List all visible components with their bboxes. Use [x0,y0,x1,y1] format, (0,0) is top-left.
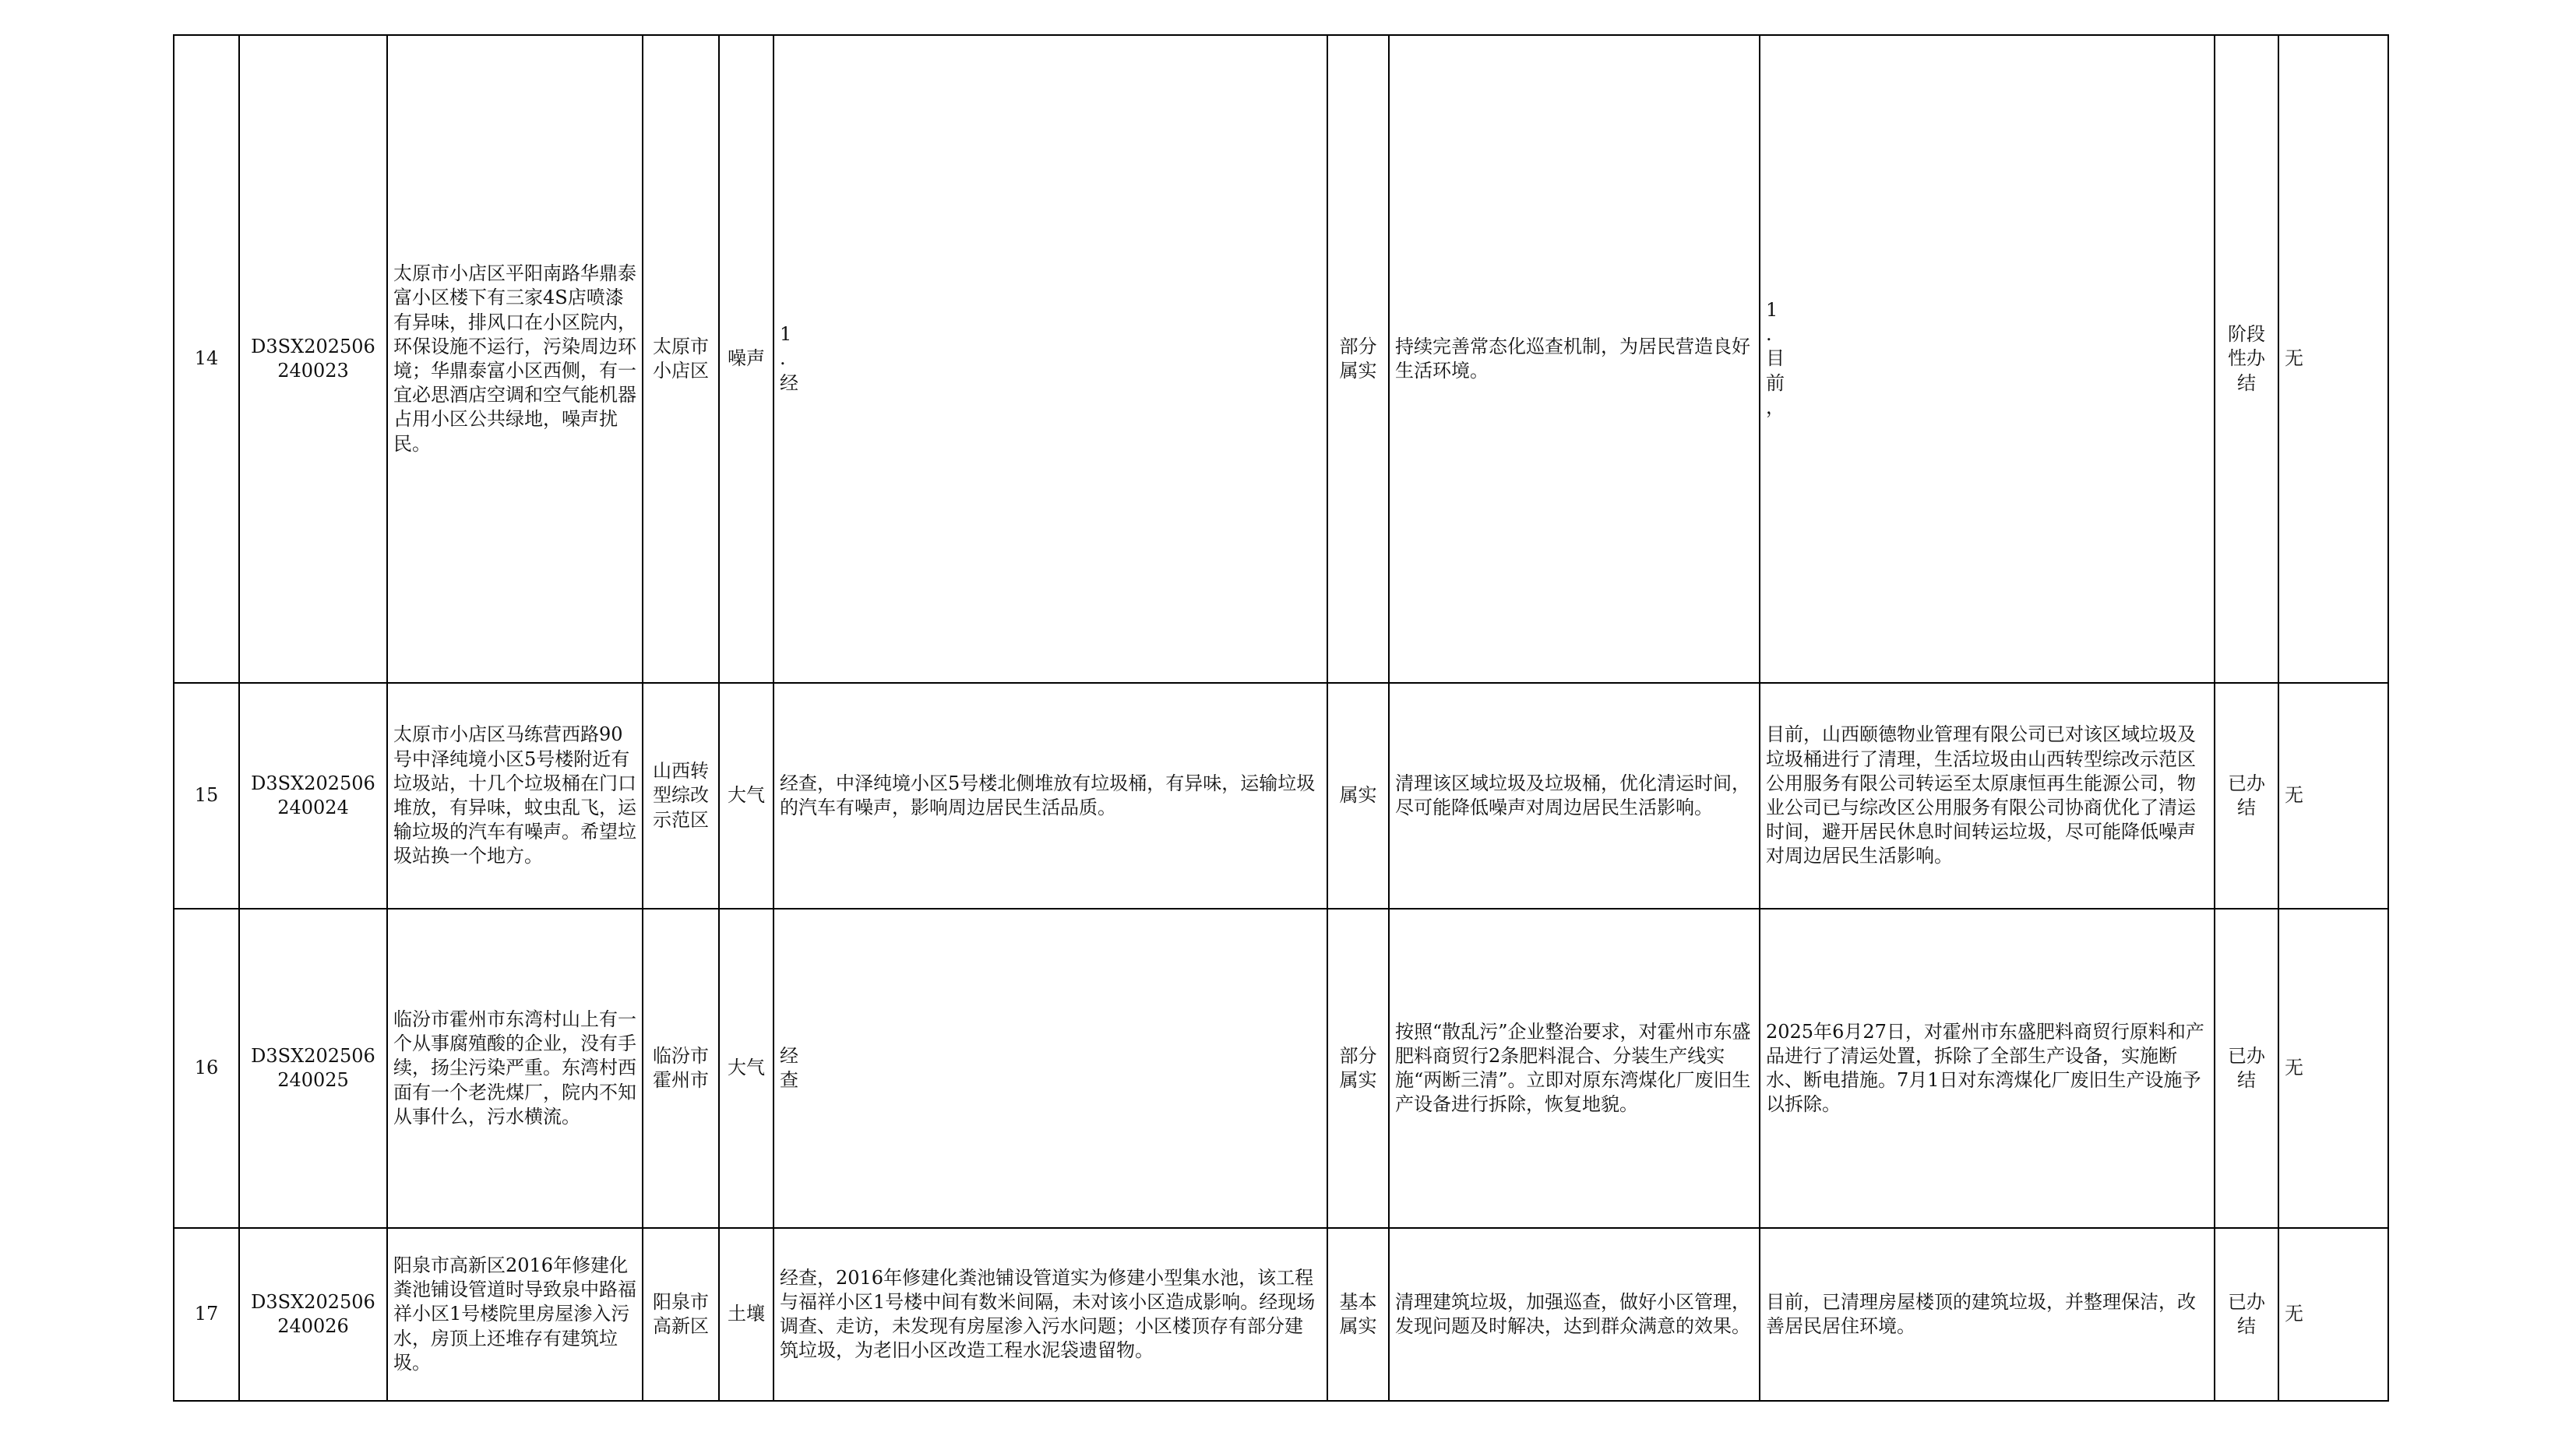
pollution-type-text: 土壤 [728,1303,765,1325]
accountability [2278,1228,2388,1401]
case-table [173,34,2389,1402]
pollution-type-text: 大气 [728,784,765,807]
investigation-result [774,35,1327,683]
verification-result [1327,683,1389,909]
rectification-progress-text: 前 [1766,371,1785,394]
completion-status [2215,35,2278,683]
administrative-area-text: 太原市小店区 [653,335,709,382]
accountability-text: 无 [2285,347,2303,370]
completion-status-text: 已办结 [2228,772,2265,818]
rectification-progress-text: 1 [1766,298,1778,321]
case-code-text: D3SX202506240024 [251,772,375,818]
case-code [239,683,387,909]
verification-result-text: 部分属实 [1339,335,1377,382]
handling-opinion [1389,1228,1760,1401]
pollution-type [719,683,774,909]
administrative-area-text: 阳泉市高新区 [653,1290,709,1337]
rectification-progress-text: ， [1766,396,1785,418]
handling-opinion-text: 清理该区域垃圾及垃圾桶，优化清运时间，尽可能降低噪声对周边居民生活影响。 [1395,772,1750,818]
accountability [2278,909,2388,1228]
rectification-progress-text: . [1766,323,1772,346]
row-number-text: 16 [194,1057,219,1079]
rectification-progress-text: 目前，山西颐德物业管理有限公司已对该区域垃圾及垃圾桶进行了清理，生活垃圾由山西转型综改示范区公用服务有限公司转运至太原康恒再生能源公司，物业公司已与综改区公用服务有限公司协商优化了清运时间，避开居民休息时间转运垃圾，尽可能降低噪声对周边居民生活影响。 [1766,723,2196,867]
completion-status [2215,1228,2278,1401]
investigation-result-text: 经查，中泽纯境小区5号楼北侧堆放有垃圾桶，有异味，运输垃圾的汽车有噪声，影响周边居民生活品质。 [780,772,1316,818]
handling-opinion-text: 持续完善常态化巡查机制，为居民营造良好生活环境。 [1395,335,1750,382]
verification-result-text: 基本属实 [1339,1290,1377,1337]
complaint-content-text: 太原市小店区平阳南路华鼎泰富小区楼下有三家4S店喷漆有异味，排风口在小区院内，环保设施不运行，污染周边环境；华鼎泰富小区西侧，有一宜必思酒店空调和空气能机器占用小区公共绿地，噪声扰民。 [393,262,636,455]
administrative-area-text: 临汾市霍州市 [653,1044,709,1091]
investigation-result [774,683,1327,909]
complaint-content-text: 阳泉市高新区2016年修建化粪池铺设管道时导致泉中路福祥小区1号楼院里房屋渗入污水，房顶上还堆存有建筑垃圾。 [393,1254,636,1374]
investigation-result-text: . [780,347,786,370]
investigation-result-text: 1 [780,323,792,346]
accountability-text: 无 [2285,784,2303,807]
table-row [174,909,2388,1228]
row-number [174,1228,239,1401]
row-number [174,683,239,909]
investigation-result-text: 经 [780,371,798,394]
pollution-type-text: 大气 [728,1057,765,1079]
verification-result-text: 属实 [1339,784,1377,807]
verification-result [1327,909,1389,1228]
investigation-result-text: 查 [780,1069,798,1091]
administrative-area-text: 山西转型综改示范区 [653,760,709,831]
row-number-text: 14 [194,347,219,370]
complaint-content [387,683,643,909]
handling-opinion [1389,909,1760,1228]
complaint-content [387,1228,643,1401]
row-number-text: 17 [194,1303,219,1325]
rectification-progress-text: 目 [1766,347,1785,370]
administrative-area [643,683,719,909]
rectification-progress [1760,683,2215,909]
case-code [239,1228,387,1401]
handling-opinion-text: 清理建筑垃圾，加强巡查，做好小区管理，发现问题及时解决，达到群众满意的效果。 [1395,1290,1750,1337]
completion-status [2215,909,2278,1228]
row-number [174,35,239,683]
pollution-type [719,1228,774,1401]
accountability-text: 无 [2285,1303,2303,1325]
handling-opinion [1389,683,1760,909]
pollution-type-text: 噪声 [728,347,765,370]
verification-result [1327,35,1389,683]
rectification-progress-text: 2025年6月27日，对霍州市东盛肥料商贸行原料和产品进行了清运处置，拆除了全部生产设备，实施断水、断电措施。7月1日对东湾煤化厂废旧生产设施予以拆除。 [1766,1020,2204,1116]
pollution-type [719,35,774,683]
accountability-text: 无 [2285,1057,2303,1079]
case-code [239,35,387,683]
case-code [239,909,387,1228]
rectification-progress [1760,35,2215,683]
investigation-result-text: 经查，2016年修建化粪池铺设管道实为修建小型集水池，该工程与福祥小区1号楼中间有数米间隔，未对该小区造成影响。经现场调查、走访，未发现有房屋渗入污水问题；小区楼顶存有部分建筑垃圾，为老旧小区改造工程水泥袋遗留物。 [780,1266,1316,1362]
complaint-content [387,909,643,1228]
investigation-result [774,909,1327,1228]
case-code-text: D3SX202506240023 [251,335,375,382]
administrative-area [643,1228,719,1401]
completion-status-text: 阶段性办结 [2228,323,2265,394]
rectification-progress [1760,1228,2215,1401]
handling-opinion [1389,35,1760,683]
accountability [2278,683,2388,909]
completion-status-text: 已办结 [2228,1290,2265,1337]
table-row [174,1228,2388,1401]
investigation-result [774,1228,1327,1401]
verification-result-text: 部分属实 [1339,1044,1377,1091]
administrative-area [643,35,719,683]
handling-opinion-text: 按照“散乱污”企业整治要求，对霍州市东盛肥料商贸行2条肥料混合、分装生产线实施“两断三清”。立即对原东湾煤化厂废旧生产设备进行拆除，恢复地貌。 [1395,1020,1751,1116]
completion-status-text: 已办结 [2228,1044,2265,1091]
complaint-content-text: 太原市小店区马练营西路90号中泽纯境小区5号楼附近有垃圾站，十几个垃圾桶在门口堆放，有异味，蚊虫乱飞，运输垃圾的汽车有噪声。希望垃圾站换一个地方。 [393,723,636,867]
rectification-progress [1760,909,2215,1228]
case-code-text: D3SX202506240025 [251,1044,375,1091]
complaint-content [387,35,643,683]
table-row [174,35,2388,683]
row-number-text: 15 [194,784,219,807]
row-number [174,909,239,1228]
investigation-result-text: 经 [780,1044,798,1067]
administrative-area [643,909,719,1228]
pollution-type [719,909,774,1228]
completion-status [2215,683,2278,909]
rectification-progress-text: 目前，已清理房屋楼顶的建筑垃圾，并整理保洁，改善居民居住环境。 [1766,1290,2196,1337]
verification-result [1327,1228,1389,1401]
complaint-content-text: 临汾市霍州市东湾村山上有一个从事腐殖酸的企业，没有手续，扬尘污染严重。东湾村西面有一个老洗煤厂，院内不知从事什么，污水横流。 [393,1008,636,1128]
table-row [174,683,2388,909]
accountability [2278,35,2388,683]
case-code-text: D3SX202506240026 [251,1290,375,1337]
